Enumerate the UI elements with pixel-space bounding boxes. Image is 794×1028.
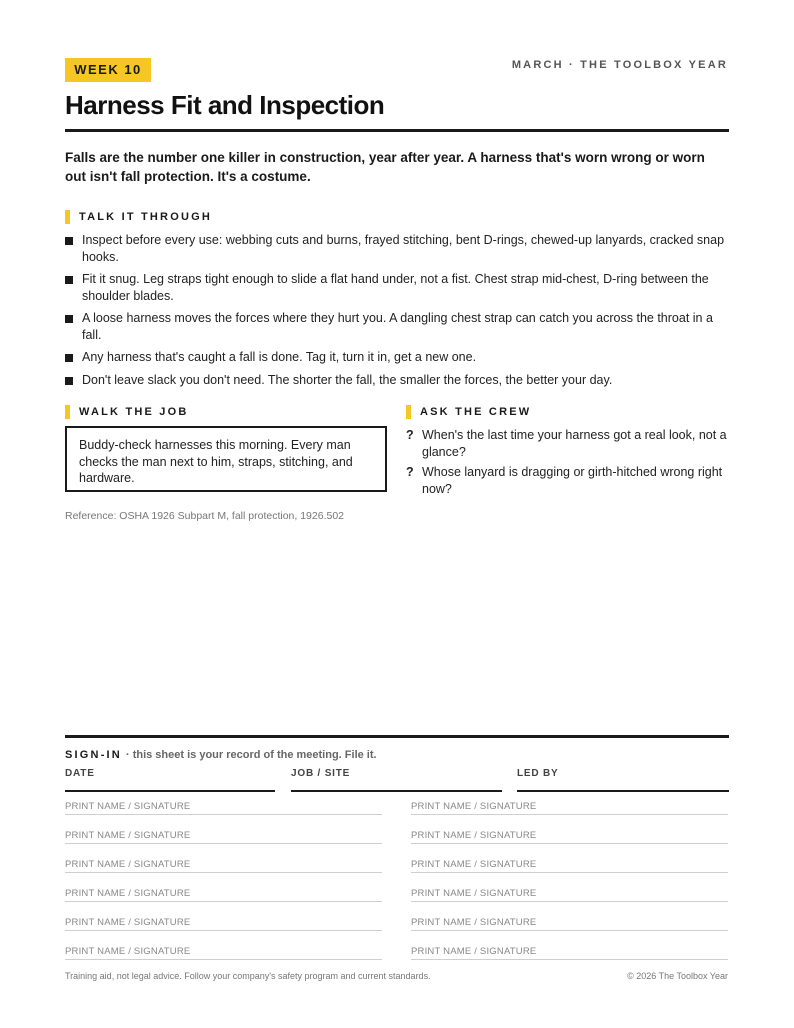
signature-label: PRINT NAME / SIGNATURE (65, 801, 191, 812)
signature-field[interactable] (411, 930, 728, 931)
ask-list (406, 427, 730, 501)
walk-the-job-box: Buddy-check harnesses this morning. Every man checks the man next to him, straps, stitching, and hardware. (65, 426, 387, 492)
talk-heading (65, 210, 212, 224)
list-item: Don't leave slack you don't need. The shorter the fall, the smaller the forces, the better your day. (65, 372, 729, 389)
accent-bar (65, 210, 70, 224)
signature-label: PRINT NAME / SIGNATURE (65, 946, 191, 957)
talk-heading-label: TALK IT THROUGH (79, 211, 213, 223)
signature-label: PRINT NAME / SIGNATURE (411, 859, 537, 870)
job-site-field[interactable] (291, 790, 502, 792)
reference-note: Reference: OSHA 1926 Subpart M, fall protection, 1926.502 (65, 510, 345, 522)
signature-field[interactable] (411, 959, 728, 960)
signature-label: PRINT NAME / SIGNATURE (411, 830, 537, 841)
signin-rule (65, 735, 729, 738)
list-item: Any harness that's caught a fall is done. Tag it, turn it in, get a new one. (65, 349, 729, 366)
intro-paragraph: Falls are the number one killer in construction, year after year. A harness that's worn wrong or worn out isn't fall protection. It's a costume. (65, 150, 705, 184)
accent-bar (406, 405, 411, 419)
signature-field[interactable] (65, 814, 382, 815)
signature-label: PRINT NAME / SIGNATURE (65, 859, 191, 870)
list-item: ? Whose lanyard is dragging or girth-hitched wrong right now? (406, 465, 723, 496)
ask-heading (406, 405, 531, 419)
list-item: Inspect before every use: webbing cuts and burns, frayed stitching, bent D-rings, chewed-up lanyards, cracked snap hooks. (65, 232, 729, 265)
week-badge: WEEK 10 (65, 58, 151, 82)
square-bullet-icon (65, 354, 73, 362)
signature-field[interactable] (411, 814, 728, 815)
square-bullet-icon (65, 237, 73, 245)
square-bullet-icon (65, 276, 73, 284)
ask-heading-label: ASK THE CREW (420, 406, 532, 418)
accent-bar (65, 405, 70, 419)
square-bullet-icon (65, 377, 73, 385)
title-rule (65, 129, 729, 132)
series-label: MARCH · THE TOOLBOX YEAR (511, 59, 728, 71)
signature-field[interactable] (411, 872, 728, 873)
signature-label: PRINT NAME / SIGNATURE (65, 888, 191, 899)
walk-heading (65, 405, 189, 419)
signature-field[interactable] (411, 843, 728, 844)
list-item: A loose harness moves the forces where they hurt you. A dangling chest strap can catch you across the throat in a fall. (65, 310, 729, 343)
signature-label: PRINT NAME / SIGNATURE (411, 917, 537, 928)
question-mark-icon: ? (406, 465, 414, 479)
walk-heading-label: WALK THE JOB (79, 406, 189, 418)
signature-field[interactable] (411, 901, 728, 902)
list-item: ? When's the last time your harness got a real look, not a glance? (406, 428, 727, 459)
signature-label: PRINT NAME / SIGNATURE (65, 917, 191, 928)
signature-field[interactable] (65, 930, 382, 931)
signin-label: SIGN-IN (65, 749, 122, 761)
signature-field[interactable] (65, 872, 382, 873)
signature-label: PRINT NAME / SIGNATURE (65, 830, 191, 841)
signin-note: · this sheet is your record of the meeting. File it. (125, 749, 377, 761)
talk-list (65, 232, 729, 394)
footer-copyright: © 2026 The Toolbox Year (627, 971, 728, 981)
page-title: Harness Fit and Inspection (65, 90, 385, 120)
signin-heading (65, 748, 377, 762)
date-field[interactable] (65, 790, 275, 792)
signature-field[interactable] (65, 843, 382, 844)
square-bullet-icon (65, 315, 73, 323)
footer-disclaimer: Training aid, not legal advice. Follow your company's safety program and current standards. (65, 971, 431, 981)
led-by-label: LED BY (517, 768, 559, 779)
signature-label: PRINT NAME / SIGNATURE (411, 888, 537, 899)
signature-field[interactable] (65, 901, 382, 902)
signature-label: PRINT NAME / SIGNATURE (411, 801, 537, 812)
signature-label: PRINT NAME / SIGNATURE (411, 946, 537, 957)
question-mark-icon: ? (406, 428, 414, 442)
led-by-field[interactable] (517, 790, 729, 792)
signature-field[interactable] (65, 959, 382, 960)
list-item: Fit it snug. Leg straps tight enough to slide a flat hand under, not a fist. Chest strap mid-chest, D-ring between the shoulder blades. (65, 271, 729, 304)
job-site-label: JOB / SITE (291, 768, 351, 779)
date-label: DATE (65, 768, 95, 779)
